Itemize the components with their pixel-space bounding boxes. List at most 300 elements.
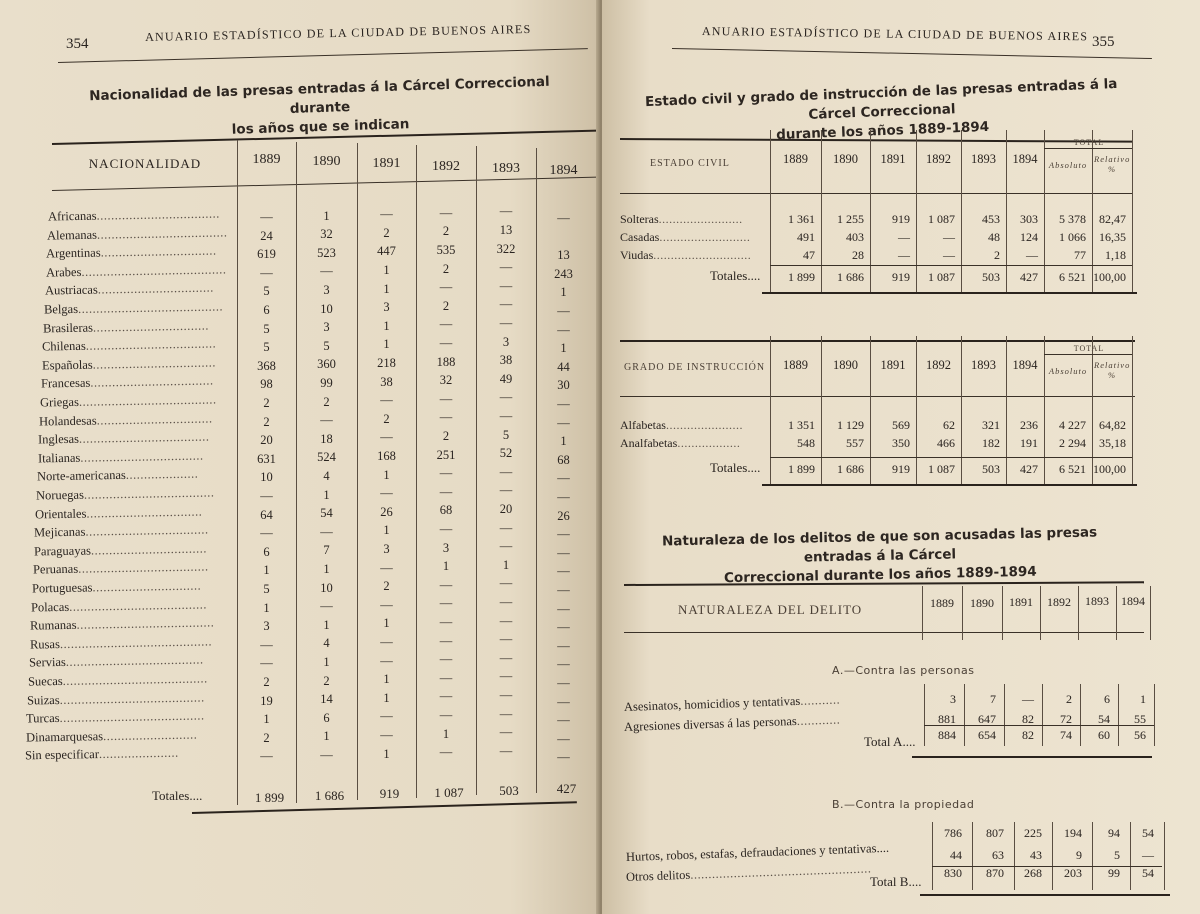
row-label-text: Orientales — [35, 506, 87, 522]
table-cell: 466 — [937, 436, 955, 450]
totals-label: Totales.... — [710, 460, 761, 475]
table-cell: 72 — [1060, 712, 1072, 726]
table-cell: 7 — [990, 692, 996, 706]
header-rule — [58, 48, 588, 63]
year-header: 1889 — [930, 596, 954, 610]
table-cell: 447 — [377, 244, 396, 259]
table-cell: — — [320, 524, 333, 539]
table-cell: 5 — [263, 284, 270, 299]
table-cell: 6 — [263, 544, 270, 559]
leader-dots: .......................... — [659, 230, 751, 244]
column-rule — [1040, 586, 1041, 640]
table-cell: — — [499, 260, 513, 275]
table-cell: 919 — [892, 212, 910, 226]
col-header-nacionalidad: NACIONALIDAD — [88, 156, 202, 171]
leader-dots: ................................ — [90, 541, 207, 558]
total-cell: 6 521 — [1059, 270, 1086, 284]
table-cell: — — [380, 597, 393, 612]
table-cell: — — [439, 317, 453, 332]
right-title-3-line2: Correccional durante los años 1889-1894 — [723, 563, 1037, 587]
table-cell: 24 — [260, 228, 273, 243]
table-cell: — — [260, 637, 273, 652]
table-cell: — — [499, 725, 513, 740]
leader-dots: ........... — [800, 692, 841, 708]
leader-dots: ............................ — [653, 248, 752, 262]
table-cell: 1 — [383, 616, 390, 631]
total-header: TOTAL — [1073, 344, 1105, 353]
year-header: 1891 — [880, 358, 906, 372]
table-cell: 62 — [943, 418, 955, 432]
table-cell: 5 — [263, 582, 270, 596]
year-header: 1891 — [372, 156, 401, 172]
leader-dots: ...................... — [665, 418, 743, 432]
table-cell: — — [943, 230, 955, 244]
table-cell: 1 255 — [837, 212, 864, 226]
table-cell: 1 — [383, 318, 390, 333]
right-title-1-line2: durante los años 1889-1894 — [775, 118, 990, 144]
row-label-text: Rumanas — [30, 617, 78, 633]
section-b-label: B.—Contra la propiedad — [832, 798, 975, 811]
row-label — [44, 299, 223, 317]
leader-dots: ................................ — [96, 411, 213, 428]
table-cell: 4 — [323, 469, 330, 483]
table-cell: 1 066 — [1059, 230, 1086, 244]
table-cell: 524 — [317, 450, 336, 465]
table-cell: 1 — [323, 729, 330, 744]
table-cell: 631 — [257, 451, 276, 466]
row-label — [620, 248, 751, 263]
table-cell: 218 — [377, 356, 396, 370]
leader-dots: ........................................ — [80, 262, 227, 279]
table-cell: — — [260, 489, 273, 503]
total-cell: 99 — [1108, 866, 1120, 880]
row-label-text: Austriacas — [44, 282, 98, 298]
table-cell: 2 — [383, 225, 390, 240]
table-cell: 77 — [1074, 248, 1086, 262]
total-cell: 503 — [982, 270, 1000, 284]
table-cell: 1 — [383, 263, 390, 277]
relative-header: Relativo % — [1094, 154, 1131, 174]
table-cell: 191 — [1020, 436, 1038, 450]
table-cell: 19 — [260, 693, 273, 708]
leader-dots: ................................ — [97, 280, 214, 297]
row-label — [39, 411, 213, 429]
table-cell: 1 — [383, 467, 390, 482]
table-cell: — — [499, 409, 513, 423]
column-rule — [962, 586, 963, 640]
row-label — [32, 579, 201, 597]
leader-dots: ...................................... — [69, 597, 208, 614]
table-cell: — — [439, 391, 453, 406]
column-rule — [476, 146, 477, 795]
column-rule — [1154, 684, 1155, 746]
table-a-bottom-rule — [912, 756, 1152, 758]
table-cell: 303 — [1020, 212, 1038, 226]
absolute-header: Absoluto — [1048, 366, 1088, 376]
year-header: 1890 — [833, 358, 858, 372]
table-cell: — — [557, 471, 570, 486]
table-cell: 94 — [1108, 826, 1120, 840]
row-label-text: Arabes — [45, 264, 82, 280]
year-header: 1889 — [783, 152, 808, 166]
row-label-text: Solteras — [620, 212, 659, 226]
leader-dots: ................................ — [93, 318, 210, 335]
table-cell: — — [898, 248, 910, 262]
row-label — [41, 355, 215, 373]
row-label — [28, 671, 208, 689]
table-cell: — — [1022, 692, 1034, 706]
row-label-text: Francesas — [40, 376, 91, 391]
column-rule — [1092, 130, 1093, 292]
table-cell: 99 — [320, 376, 333, 390]
table-cell: — — [499, 464, 513, 479]
table-cell: 13 — [499, 223, 513, 237]
leader-dots: ................................ — [100, 243, 218, 260]
row-label-text: Belgas — [43, 301, 79, 317]
table-cell: — — [557, 731, 570, 746]
table-cell: — — [380, 709, 393, 724]
left-totals-label: Totales.... — [152, 788, 203, 803]
table-cell: 188 — [436, 354, 456, 369]
leader-dots: .......................................... — [59, 634, 212, 651]
right-title-3-line1: Naturaleza de los delitos de que son acusadas las presas entradas á la Cárcel — [661, 524, 1098, 566]
table-cell: 2 — [323, 394, 330, 409]
table-cell: 2 — [323, 673, 330, 688]
total-header: TOTAL — [1073, 138, 1105, 147]
column-rule — [1132, 336, 1133, 484]
table-cell: — — [439, 484, 453, 499]
table-cell: 2 — [263, 396, 270, 410]
year-header: 1892 — [432, 158, 460, 174]
table-cell: 63 — [992, 848, 1004, 862]
table-cell: 52 — [499, 446, 513, 461]
row-label-text: Alfabetas — [620, 418, 666, 432]
table-cell: — — [499, 278, 513, 293]
table-cell: 1 — [560, 341, 567, 356]
row-label-text: Alemanas — [47, 227, 98, 243]
total-cell: 884 — [938, 728, 956, 742]
table-cell: 1 — [323, 208, 330, 223]
table-cell: 55 — [1134, 712, 1146, 726]
total-cell: 1 899 — [788, 270, 815, 284]
table-cell: 2 — [263, 414, 270, 429]
row-label — [46, 244, 217, 262]
table-cell: — — [439, 577, 453, 592]
table-cell: 4 227 — [1059, 418, 1086, 432]
row-label-text: Griegas — [39, 394, 79, 410]
total-cell: 1 899 — [788, 462, 815, 476]
total-cell: 1 087 — [434, 784, 464, 800]
table-cell: — — [439, 280, 453, 295]
row-label-text: Argentinas — [46, 245, 102, 261]
table-cell: 1 361 — [788, 212, 815, 226]
table-b-bottom-rule — [920, 894, 1170, 896]
table-cell: — — [499, 688, 513, 702]
table-cell: 1 — [560, 285, 567, 300]
table-cell: 225 — [1024, 826, 1042, 840]
table-cell: 3 — [323, 320, 330, 335]
year-header: 1892 — [1047, 594, 1071, 609]
table-cell: — — [499, 613, 513, 628]
year-header: 1891 — [880, 152, 906, 166]
year-header: 1893 — [971, 152, 996, 166]
total-cell: 1 087 — [928, 270, 955, 284]
row-label — [29, 653, 204, 671]
leader-dots: .................................. — [96, 206, 220, 223]
leader-dots: .................................................. — [689, 861, 872, 882]
table-cell: 47 — [803, 248, 815, 262]
table-cell: 54 — [1142, 826, 1154, 840]
t3-col-header: NATURALEZA DEL DELITO — [678, 602, 863, 617]
table-bottom-rule — [762, 292, 1137, 294]
table-cell: 28 — [852, 248, 864, 262]
table-cell: 98 — [260, 377, 273, 392]
table-cell: 350 — [892, 436, 910, 450]
table-cell: 30 — [557, 378, 570, 393]
total-cell: 919 — [892, 462, 910, 476]
table-cell: — — [499, 743, 513, 758]
table-cell: — — [557, 490, 570, 504]
header-bottom-rule — [52, 177, 597, 191]
total-cell: 268 — [1024, 866, 1042, 880]
table-cell: 1 — [383, 690, 390, 705]
row-label-text: Inglesas — [38, 431, 80, 447]
row-label-text: Turcas — [26, 711, 61, 726]
left-title-line2: los años que se indican — [231, 116, 410, 138]
row-label-text: Paraguayas — [33, 543, 91, 559]
table-cell: — — [439, 615, 453, 629]
running-title-left: ANUARIO ESTADÍSTICO DE LA CIUDAD DE BUENOS AIRES — [145, 21, 532, 44]
column-rule — [416, 145, 417, 798]
table-cell: 9 — [1076, 848, 1082, 862]
leader-dots: ............ — [796, 712, 841, 728]
leader-dots: .................................... — [83, 485, 215, 502]
row-label — [45, 281, 214, 299]
page-number-right: 355 — [1092, 34, 1115, 50]
table-cell: 5 — [263, 321, 270, 336]
row-label — [33, 560, 209, 578]
leader-dots: ................................ — [86, 504, 203, 521]
table-cell: — — [499, 390, 513, 405]
table-cell: — — [439, 689, 453, 704]
right-title-1-line1: Estado civil y grado de instrucción de las presas entradas á la Cárcel Correccional — [644, 75, 1118, 123]
total-cell: 54 — [1142, 866, 1154, 880]
table-cell: — — [380, 560, 393, 575]
table-cell: 43 — [1030, 848, 1042, 862]
row-label-text: Casadas — [620, 230, 660, 244]
table-cell: — — [260, 749, 273, 764]
table-cell: 251 — [436, 447, 456, 462]
table-cell: 2 — [994, 248, 1000, 262]
table-cell: — — [499, 520, 513, 535]
row-label-text: Servias — [28, 655, 66, 670]
table-cell: 2 — [442, 429, 450, 443]
table-cell: 1 — [1140, 692, 1146, 706]
table-cell: 2 294 — [1059, 436, 1086, 450]
column-rule — [1006, 130, 1007, 292]
total-cell: 1 899 — [254, 790, 285, 805]
table-cell: 1 087 — [928, 212, 955, 226]
total-cell: 427 — [1020, 270, 1038, 284]
column-rule — [1116, 586, 1117, 640]
row-label-text: Chilenas — [42, 338, 87, 354]
table-cell: — — [499, 576, 513, 591]
table-cell: — — [557, 304, 570, 318]
total-cell: 100,00 — [1093, 462, 1126, 476]
row-label — [36, 485, 215, 503]
table-cell: 2 — [263, 730, 270, 745]
table-cell: — — [439, 652, 453, 667]
row-label — [626, 861, 872, 885]
table-cell: 32 — [439, 373, 453, 388]
table-cell: 54 — [320, 506, 333, 521]
total-cell: 427 — [556, 781, 577, 796]
table-cell: — — [499, 204, 513, 219]
table-cell: 1 — [442, 726, 450, 741]
table-cell: 5 — [323, 338, 330, 353]
table-cell: 5 — [1114, 848, 1120, 862]
table-cell: — — [380, 653, 393, 668]
row-label-text: Hurtos, robos, estafas, defraudaciones y tentativas.... — [625, 840, 890, 864]
column-rule — [357, 143, 358, 800]
row-label-text: Suecas — [27, 673, 63, 689]
leader-dots: ...................... — [98, 746, 179, 762]
table-cell: 44 — [950, 848, 962, 862]
row-label-text: Norte-americanas — [36, 468, 126, 484]
table-cell: 44 — [557, 359, 570, 374]
t1-col-header: ESTADO CIVIL — [650, 158, 730, 169]
leader-dots: ........................ — [658, 212, 743, 226]
total-cell: 1 686 — [837, 462, 864, 476]
leader-dots: .................................. — [79, 448, 204, 465]
leader-dots: .................................... — [79, 429, 210, 446]
page-number-left: 354 — [66, 36, 89, 52]
leader-dots: .................... — [125, 466, 199, 483]
total-cell: 6 521 — [1059, 462, 1086, 476]
total-cell: 503 — [499, 782, 519, 798]
table-cell: — — [320, 264, 333, 279]
table-cell: 807 — [986, 826, 1004, 840]
total-cell: 1 686 — [837, 270, 864, 284]
table-cell: 124 — [1020, 230, 1038, 244]
leader-dots: ...................................... — [65, 652, 204, 670]
table-cell: 1 — [502, 557, 510, 572]
table-cell: 48 — [988, 230, 1000, 244]
row-label-text: Viudas — [620, 248, 654, 262]
year-header: 1891 — [1009, 595, 1033, 609]
row-label-text: Polacas — [31, 599, 70, 615]
table-cell: 1 — [323, 487, 330, 502]
table-cell: 2 — [442, 224, 450, 239]
table-cell: 26 — [380, 504, 393, 519]
total-cell: 427 — [1020, 462, 1038, 476]
table-cell: 5 378 — [1059, 212, 1086, 226]
table-cell: 1 — [383, 672, 390, 687]
row-label — [620, 418, 743, 433]
leader-dots: ........................................ — [59, 708, 206, 726]
total-cell: 56 — [1134, 728, 1146, 742]
table-cell: 64 — [260, 507, 273, 522]
table-cell: 20 — [260, 433, 273, 448]
table-cell: — — [260, 265, 273, 280]
table-cell: 49 — [499, 371, 513, 386]
left-title-line1: Nacionalidad de las presas entradas á la Cárcel Correccional durante — [88, 73, 550, 117]
table-cell: — — [943, 248, 955, 262]
table-cell: 1 — [263, 712, 270, 727]
table-cell: 54 — [1098, 712, 1110, 726]
row-label-text: Suizas — [27, 692, 60, 708]
year-header: 1893 — [1085, 594, 1109, 608]
table-cell: — — [499, 297, 513, 312]
column-rule — [916, 130, 917, 292]
subtotal-rule — [770, 265, 1132, 266]
leader-dots: .................................... — [97, 225, 228, 242]
row-label — [620, 230, 750, 245]
table-cell: 647 — [978, 712, 996, 726]
table-cell: 194 — [1064, 826, 1082, 840]
total-sub-rule — [1044, 148, 1132, 149]
row-label-text: Holandesas — [39, 413, 97, 429]
table-cell: 1 — [383, 281, 390, 296]
right-title-3 — [629, 523, 1130, 590]
table-cell: — — [380, 430, 393, 445]
table-cell: — — [499, 632, 513, 647]
table-cell: — — [557, 564, 570, 579]
total-cell: 100,00 — [1093, 270, 1126, 284]
row-label — [30, 616, 215, 634]
row-label-text: Rusas — [29, 636, 60, 652]
table-cell: 4 — [323, 636, 330, 651]
row-label-text: Mejicanas — [34, 524, 86, 540]
table-cell: 2 — [1066, 692, 1072, 706]
year-header: 1890 — [970, 595, 994, 610]
total-cell: 919 — [892, 270, 910, 284]
leader-dots: .................................... — [86, 336, 217, 353]
left-title — [59, 72, 581, 145]
table-cell: 3 — [383, 300, 390, 315]
leader-dots: .................. — [677, 436, 741, 450]
year-header: 1892 — [926, 152, 951, 166]
table-cell: — — [439, 596, 453, 611]
total-cell: 919 — [379, 786, 400, 802]
row-label — [37, 467, 199, 485]
table-cell: 5 — [502, 427, 510, 442]
table-cell: 26 — [557, 508, 570, 523]
row-label — [624, 712, 841, 735]
leader-dots: .............................. — [92, 578, 202, 595]
section-a-label: A.—Contra las personas — [832, 664, 975, 677]
table-cell: 68 — [439, 503, 453, 518]
table-cell: 2 — [263, 675, 270, 689]
column-rule — [1044, 130, 1045, 292]
year-header: 1890 — [833, 152, 858, 166]
column-rule — [1164, 822, 1165, 890]
table-cell: — — [557, 620, 570, 635]
table-cell: 1 — [323, 562, 330, 576]
column-rule — [922, 586, 923, 640]
total-cell: 654 — [978, 728, 996, 742]
row-label — [43, 318, 209, 336]
table-cell: 453 — [982, 212, 1000, 226]
table-cell: — — [499, 539, 513, 554]
table-cell: — — [320, 599, 333, 614]
table-cell: — — [320, 748, 333, 762]
column-rule — [821, 130, 822, 292]
table-cell: 10 — [260, 470, 273, 485]
year-header: 1889 — [783, 358, 808, 372]
table-cell: — — [557, 545, 570, 560]
leader-dots: .................................. — [85, 522, 210, 539]
